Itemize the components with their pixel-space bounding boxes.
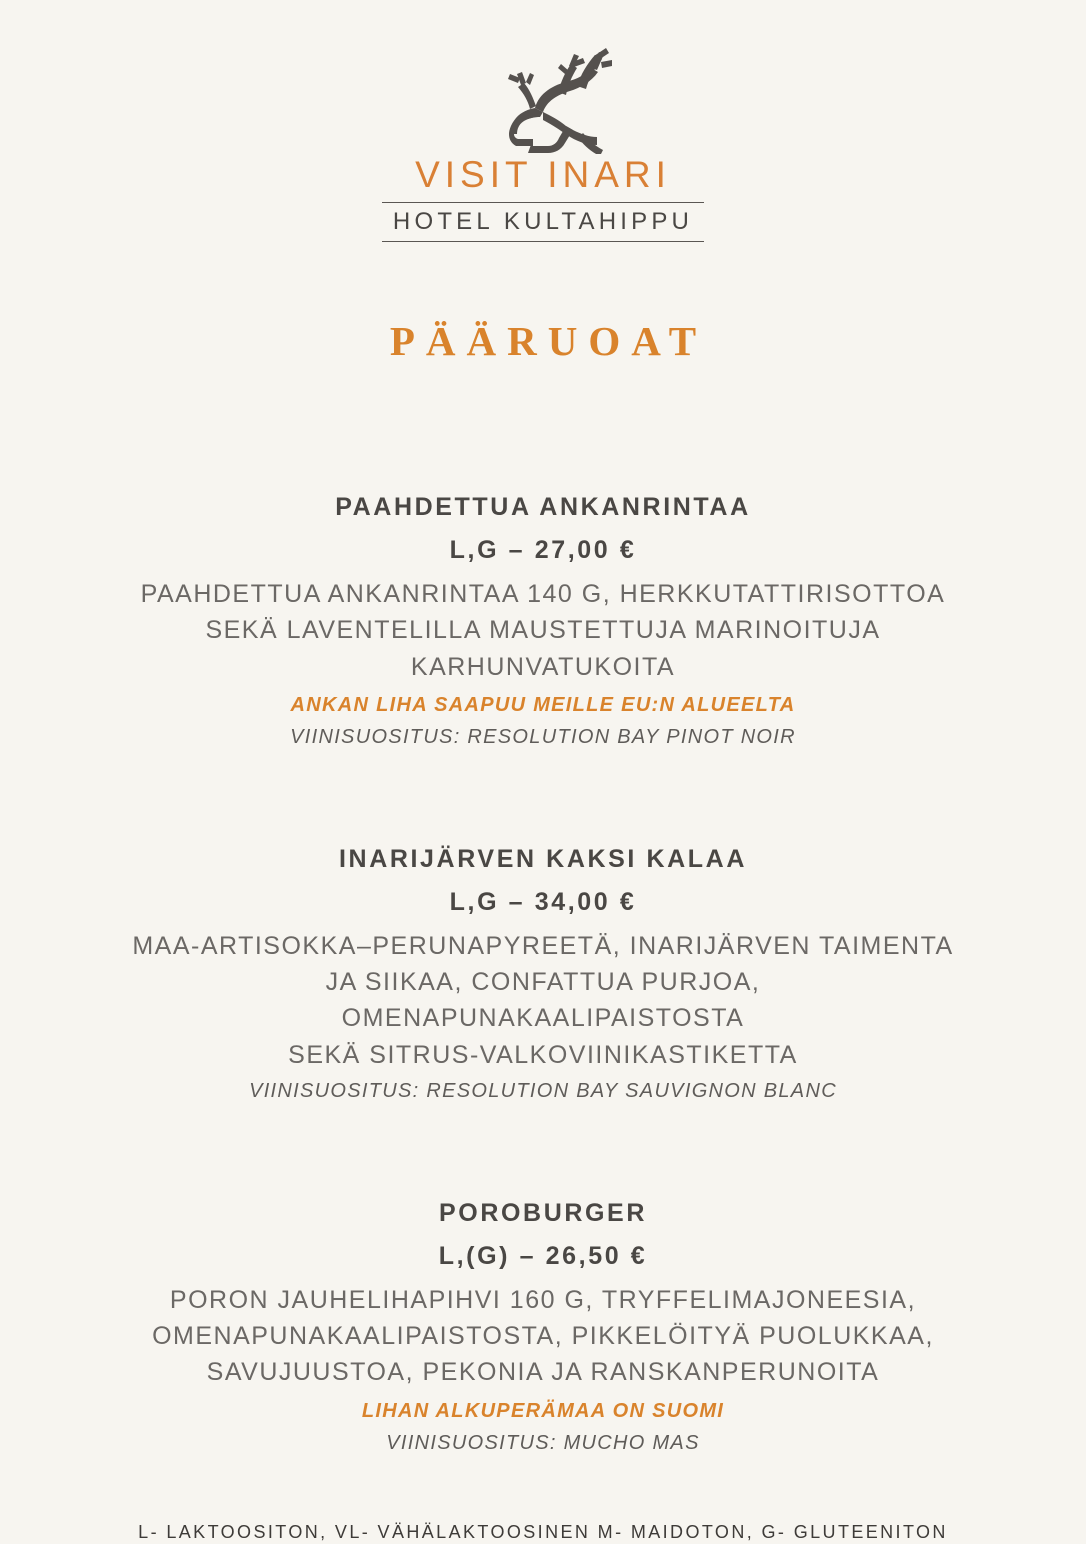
dish-description-line: SEKÄ LAVENTELILLA MAUSTETTUJA MARINOITUJA (205, 616, 881, 645)
dish-description-line: PORON JAUHELIHAPIHVI 160 G, TRYFFELIMAJONEESIA, (169, 1285, 917, 1314)
dish-description-line: MAA-ARTISOKKA–PERUNAPYREETÄ, INARIJÄRVEN TAIMENTA (132, 931, 954, 960)
dish-description-line: SEKÄ SITRUS-VALKOVIINIKASTIKETTA (288, 1040, 798, 1069)
dish-price: L,G – 34,00 € (449, 887, 637, 916)
dish-wine-pairing: VIINISUOSITUS: RESOLUTION BAY SAUVIGNON BLANC (249, 1079, 837, 1102)
dish-price: L,(G) – 26,50 € (438, 1241, 648, 1270)
menu-item (43, 843, 1043, 1105)
menu-list (0, 491, 1086, 1457)
dish-name: PAAHDETTUA ANKANRINTAA (335, 493, 751, 521)
logo-subtitle: HOTEL KULTAHIPPU (392, 208, 694, 235)
dish-wine-pairing: VIINISUOSITUS: RESOLUTION BAY PINOT NOIR (290, 725, 796, 748)
dish-description-line: KARHUNVATUKOITA (410, 652, 676, 681)
dish-description (132, 928, 953, 1073)
dish-description-line: JA SIIKAA, CONFATTUA PURJOA, (325, 968, 761, 996)
dish-origin-note: LIHAN ALKUPERÄMAA ON SUOMI (361, 1399, 725, 1422)
menu-item (43, 1197, 1043, 1457)
dish-description (141, 576, 946, 685)
reindeer-head-icon (473, 46, 613, 154)
dish-name: POROBURGER (439, 1198, 647, 1227)
dish-name: INARIJÄRVEN KAKSI KALAA (339, 844, 747, 873)
menu-item (43, 491, 1043, 751)
dish-price: L,G – 27,00 € (449, 536, 637, 564)
brand-logo (378, 46, 708, 242)
dish-description-line: PAAHDETTUA ANKANRINTAA 140 G, HERKKUTATTIRISOTTOA (140, 580, 946, 608)
dish-wine-pairing: VIINISUOSITUS: MUCHO MAS (386, 1431, 700, 1454)
logo-wordmark: VISIT INARI (415, 154, 671, 195)
dish-description-line: OMENAPUNAKAALIPAISTOSTA, PIKKELÖITYÄ PUOLUKKAA, (152, 1322, 934, 1350)
logo-divider-bottom (382, 241, 704, 242)
allergen-legend: L- LAKTOOSITON, VL- VÄHÄLAKTOOSINEN M- MAIDOTON, G- GLUTEENITON (138, 1521, 948, 1542)
dish-description-line: OMENAPUNAKAALIPAISTOSTA (341, 1004, 745, 1033)
dish-description (152, 1282, 934, 1391)
page-title: PÄÄRUOAT (389, 318, 708, 364)
dish-description-line: SAVUJUUSTOA, PEKONIA JA RANSKANPERUNOITA (206, 1358, 880, 1387)
dish-origin-note: ANKAN LIHA SAAPUU MEILLE EU:N ALUEELTA (290, 693, 796, 716)
